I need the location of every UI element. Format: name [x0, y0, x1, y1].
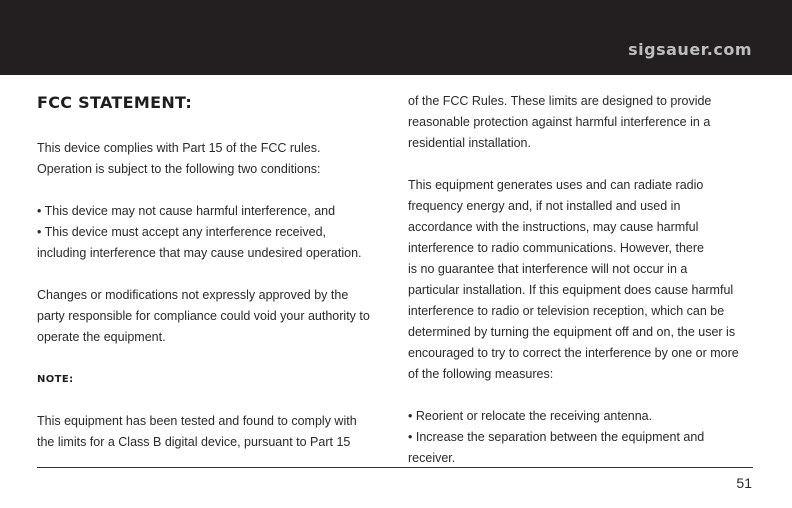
text-line: This equipment generates uses and can radiate radio: [408, 178, 704, 192]
list-item: • Increase the separation between the equipment and: [408, 430, 705, 444]
page-number: 51: [736, 475, 752, 491]
text-line: determined by turning the equipment off and on, the user is: [408, 325, 736, 339]
measures-list: [408, 406, 758, 469]
text-line: Changes or modifications not expressly approved by the: [37, 288, 349, 302]
list-item: including interference that may cause undesired operation.: [37, 246, 362, 260]
list-item: • This device must accept any interference received,: [37, 225, 327, 239]
testing-paragraph: [37, 411, 387, 453]
text-line: particular installation. If this equipment does cause harmful: [408, 283, 734, 297]
list-item: • Reorient or relocate the receiving antenna.: [408, 409, 653, 423]
text-line: Operation is subject to the following two conditions:: [37, 162, 321, 176]
list-item: receiver.: [408, 451, 456, 465]
text-line: is no guarantee that interference will not occur in a: [408, 262, 688, 276]
section-heading: FCC STATEMENT:: [37, 93, 193, 112]
conditions-list: [37, 201, 387, 264]
compliance-paragraph: [37, 138, 387, 180]
text-line: This equipment has been tested and found to comply with: [37, 414, 357, 428]
note-label: NOTE:: [37, 374, 74, 385]
text-line: This device complies with Part 15 of the FCC rules.: [37, 141, 321, 155]
limits-paragraph: [408, 91, 758, 154]
text-line: accordance with the instructions, may cause harmful: [408, 220, 699, 234]
text-line: reasonable protection against harmful interference in a: [408, 115, 711, 129]
text-line: the limits for a Class B digital device, pursuant to Part 15: [37, 435, 351, 449]
text-line: operate the equipment.: [37, 330, 166, 344]
text-line: encouraged to try to correct the interference by one or more: [408, 346, 739, 360]
text-line: of the following measures:: [408, 367, 554, 381]
text-line: interference to radio or television reception, which can be: [408, 304, 725, 318]
footer-divider: [37, 467, 753, 468]
page-header: [0, 0, 792, 75]
text-line: party responsible for compliance could void your authority to: [37, 309, 370, 323]
brand-url: sigsauer.com: [628, 40, 752, 59]
modifications-paragraph: [37, 285, 387, 348]
text-line: of the FCC Rules. These limits are designed to provide: [408, 94, 712, 108]
text-line: frequency energy and, if not installed and used in: [408, 199, 681, 213]
right-column: [408, 91, 758, 469]
left-column: [37, 88, 387, 453]
text-line: residential installation.: [408, 136, 531, 150]
list-item: • This device may not cause harmful interference, and: [37, 204, 336, 218]
text-line: interference to radio communications. However, there: [408, 241, 704, 255]
interference-paragraph: [408, 175, 758, 385]
